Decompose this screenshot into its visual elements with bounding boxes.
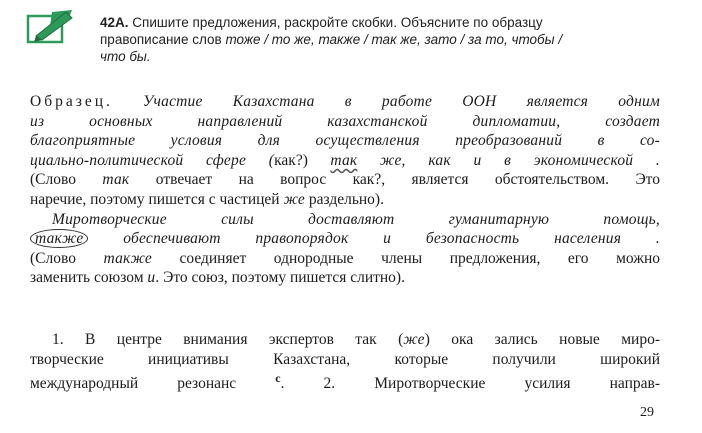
sample-line-10a: заменить союзом: [30, 269, 148, 287]
sample-line-1: Участие Казахстана в работе ООН является одним: [142, 93, 661, 110]
sample-line-9c: соединяет однородные члены предложения, его можно: [151, 249, 660, 267]
sample-line-4c: ): [302, 151, 331, 169]
sample-line-10b: и: [147, 269, 156, 287]
pencil-in-box-icon: [22, 6, 82, 46]
sample-line-9a: (Слово: [30, 249, 104, 267]
sample-line-9b: также: [103, 249, 152, 267]
sample-line-6a: наречие, поэтому пишется с частицей: [30, 190, 284, 208]
task-text: Спишите предложения, раскройте скобки. Объясните по образцу: [132, 15, 543, 30]
task-number: 42A.: [100, 15, 129, 30]
exercise-line-2: творческие инициативы Казахстана, которые получили широкий: [30, 350, 660, 368]
sample-line-8b: обеспечивают правопорядок и безопасность населения .: [88, 230, 660, 248]
sample-word-tak: так: [330, 151, 358, 169]
sample-title: Образец.: [30, 93, 113, 110]
exercise-line-1a: 1. В центре внимания экспертов так (: [52, 331, 404, 348]
sample-block: [30, 92, 660, 288]
exercise-line-3a: международный резонанс: [30, 375, 276, 393]
sample-line-6b: же: [283, 190, 305, 208]
task-instructions: [100, 14, 680, 65]
sample-line-4a: циально-политической сфере (: [30, 151, 275, 169]
exercise-line-1c: ) ока зались новые миро-: [424, 331, 660, 348]
sample-line-10c: . Это союз, поэтому пишется слитно).: [155, 269, 405, 287]
sample-line-4b: как?: [274, 151, 303, 169]
exercise-line-3c: . 2. Миротворческие усилия направ-: [280, 375, 660, 393]
page-number: 29: [640, 405, 654, 420]
sample-word-takzhe-circled: также: [30, 229, 88, 248]
sample-line-6c: раздельно).: [304, 190, 384, 208]
task-words: тоже / то же, также / так же, зато / за то, чтобы /: [225, 32, 563, 47]
sample-line-2: из основных направлений казахстанской дипломатии, создает: [30, 112, 660, 130]
sample-line-7: Миротворческие силы доставляют гуманитарную помощь,: [52, 210, 660, 228]
exercise-block: [30, 330, 660, 394]
task-words-end: что бы.: [100, 49, 151, 64]
sample-line-5c: отвечает на вопрос как?, является обстоятельством. Это: [129, 171, 660, 189]
exercise-mark-c: с: [275, 371, 281, 386]
sample-line-5a: (Слово: [30, 171, 103, 189]
task-text-b: правописание слов: [100, 32, 226, 47]
sample-line-5b: так: [102, 171, 130, 189]
sample-line-4e: же, как и в экономической .: [357, 151, 660, 169]
exercise-line-1b: же: [403, 331, 425, 348]
sample-line-3: благоприятные условия для осуществления преобразований в со-: [30, 132, 660, 150]
